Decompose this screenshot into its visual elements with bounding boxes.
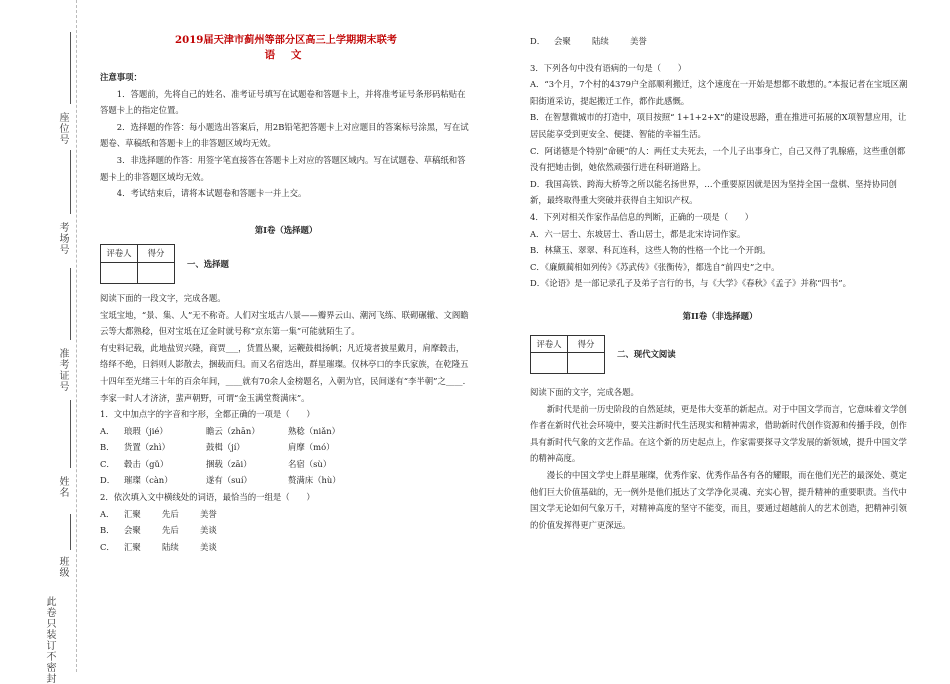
option-row [100, 423, 472, 440]
seat-number-label: 座位号 [57, 112, 68, 145]
grader-label: 评卷人 [531, 335, 568, 353]
option-row [100, 539, 472, 556]
instruction: 阅读下面的文字，完成各题。 [530, 387, 639, 398]
section-title: 二、现代文阅读 [617, 349, 676, 359]
binding-strip [0, 0, 78, 684]
part2-heading: 第II卷（非选择题） [682, 310, 758, 321]
option-row [100, 472, 472, 489]
admission-number-label: 准考证号 [57, 348, 68, 392]
class-line [70, 514, 71, 550]
notes-heading: 注意事项： [100, 72, 142, 82]
part1-score-area [100, 244, 472, 284]
option-term: 美誉 [630, 36, 647, 46]
part2-score-area [530, 335, 910, 375]
option-term: 陆续 [592, 36, 609, 46]
admission-number-line [70, 268, 71, 340]
option-text: D．《论语》是一部记录孔子及弟子言行的书，与《大学》《春秋》《孟子》并称“四书”。 [530, 278, 851, 289]
option-term: 美谈 [200, 541, 217, 552]
q1-options [100, 423, 472, 489]
score-box [100, 244, 175, 284]
option-letter: C． [100, 458, 115, 469]
option-text: A．六一居士、东坡居士、香山居士，都是北宋诗词作家。 [530, 228, 746, 239]
option-term: 汇聚 [124, 508, 141, 519]
option-term: 美誉 [200, 508, 217, 519]
option-term: 璀璨（càn） [124, 475, 173, 486]
name-line [70, 400, 71, 468]
grader-cell [101, 262, 138, 283]
q2-option-d [530, 33, 910, 50]
exam-title: 2019届天津市蓟州等部分区高三上学期期末联考 [175, 34, 397, 46]
option-term: 捆载（zāi） [206, 458, 252, 469]
score-cell [568, 353, 605, 374]
instruction: 阅读下面的一段文字，完成各题。 [100, 292, 226, 303]
passage-paragraph: 宝坻宝地，“景、集、人”无不称奇。人们对宝坻古八景——瓣界云山、潮河飞练、联砌碾辙、文阁瞻云等大都熟稔，但对宝坻在辽金时就号称“京东第一集”可能就陌生了。 [100, 309, 469, 337]
note-item: 2．选择题的作答：每小题选出答案后，用2B铅笔把答题卡上对应题目的答案标号涂黑，写在试题卷、草稿纸和答题卡上的非答题区域均无效。 [100, 121, 469, 149]
option-term: 鼓楫（jí） [206, 442, 245, 453]
option-row [100, 522, 472, 539]
option-term: 名宿（sù） [288, 458, 332, 469]
note-item: 1．答题前，先将自己的姓名、准考证号填写在试题卷和答题卡上，并将准考证号条形码粘贴在答题卡上的指定位置。 [100, 88, 466, 116]
score-cell [138, 262, 175, 283]
binding-dashed-line [76, 0, 77, 672]
q2-options [100, 506, 472, 556]
option-letter: B． [100, 525, 115, 536]
option-letter: A． [100, 425, 115, 436]
question-stem: 4．下列对相关作家作品信息的判断，正确的一项是（ ） [530, 211, 754, 222]
option-letter: B． [100, 442, 115, 453]
option-letter: A． [100, 508, 115, 519]
subject-title: 语 文 [264, 49, 308, 61]
class-label: 班级 [57, 556, 68, 578]
option-term: 会聚 [554, 36, 571, 46]
note-item: 3．非选择题的作答：用签字笔直接答在答题卡上对应的答题区域内。写在试题卷、草稿纸和答题卡上的非答题区域均无效。 [100, 154, 466, 182]
option-term: 肩摩（mó） [288, 442, 335, 453]
option-text: D．我国高铁、跨海大桥等之所以能名扬世界，…个重要原因就是因为坚持全国一盘棋、坚持协同创新，最终取得重大突破并获得自主知识产权。 [530, 178, 897, 206]
option-row [100, 439, 472, 456]
score-box [530, 335, 605, 375]
option-term: 瞻云（zhān） [206, 425, 260, 436]
name-label: 姓名 [57, 476, 68, 498]
option-text: B．林黛玉、翠翠、科瓦连科，这些人物的性格一个比一个开朗。 [530, 245, 771, 256]
passage-paragraph: 新时代是前一历史阶段的自然延续，更是伟大变革的新起点。对于中国文学而言，它意味着文学创作者在新时代社会环境中，要关注新时代生活现实和精神需求，借助新时代创作资源和传播手段，创作具有新时代气象的文艺作品。在这个新的历史起点上，作家需要探寻文学发展的新领域，提升中国文学的精神高度。 [530, 403, 907, 464]
grader-label: 评卷人 [101, 245, 138, 263]
seat-number-line [70, 32, 71, 104]
question-stem: 2．依次填入文中横线处的词语，最恰当的一组是（ ） [100, 492, 315, 503]
score-label: 得分 [568, 335, 605, 353]
left-column [100, 33, 472, 555]
note-item: 4．考试结束后，请将本试题卷和答题卡一并上交。 [116, 188, 307, 199]
seal-notice: 此卷只装订不密封 [44, 596, 55, 684]
option-term: 先后 [162, 508, 179, 519]
option-term: 琅瑕（jié） [124, 425, 168, 436]
grader-cell [531, 353, 568, 374]
option-term: 汇聚 [124, 541, 141, 552]
question-stem: 3．下列各句中没有语病的一句是（ ） [530, 62, 687, 73]
section-title: 一、选择题 [187, 258, 229, 269]
option-term: 遂有（suí） [206, 475, 252, 486]
passage-paragraph: 漫长的中国文学史上群星璀璨，优秀作家、优秀作品各有各的耀眼，而在他们光芒的最深处、奠定他们巨大价值基础的，无一例外是他们抵达了文学净化灵魂、充实心智，提升精神的重要职责。当代中国文学无论如何气象万千，对精神高度的坚守不能变，而且，要通过超越前人的艺术创造，把精神引领的价值发挥得更广更深远。 [530, 470, 907, 530]
option-text: C．阿诺德是个特别“命硬”的人：两任丈夫死去，一个儿子出事身亡，自己又得了乳腺癌，这些重创都没有把她击倒，她依然顽强行进在科研道路上。 [530, 145, 906, 173]
question-stem: 1．文中加点字的字音和字形，全都正确的一项是（ ） [100, 409, 315, 420]
option-letter: D． [100, 475, 116, 486]
option-term: 赘满床（hù） [288, 475, 341, 486]
passage-paragraph: 有史料记载，此地盐贸兴隆，商贾___，货置丛聚，运鞭鼓楫扬帆；凡近境者披星戴月，肩摩毂击，络绎不绝，日斜则人影散去，捆载而归。而又名宿迭出，群星璀璨。仅林亭口的李氏家族，在乾隆五十四年至光绪三十年的百余年间，____就有70余人金榜题名，入朝为官，民间遂有“李半朝”之____. 李家一时人才济济，蜚声朝野，可谓“金玉满堂赘满床”。 [100, 342, 469, 403]
score-label: 得分 [138, 245, 175, 263]
option-term: 美谈 [200, 525, 217, 536]
option-term: 毂击（gǔ） [124, 458, 169, 469]
part1-heading: 第Ⅰ卷（选择题） [254, 224, 318, 235]
exam-room-line [70, 150, 71, 214]
option-letter: C． [100, 541, 115, 552]
option-term: 会聚 [124, 525, 141, 536]
option-row [100, 506, 472, 523]
exam-room-label: 考场号 [57, 222, 68, 255]
option-text: B．在智慧微城市的打造中，项目按照“ 1+1+2+X”的建设思路，重在推进可拓展的X项智慧应用，让居民能享受到更安全、便捷、智能的幸福生活。 [530, 112, 907, 139]
option-letter: D． [530, 36, 546, 46]
option-text: A．“3个月，7个村的4379户全部顺利搬迁，这个速度在一开始是想都不敢想的。”本报记者在宝坻区潮阳街道采访，提起搬迁工作，都作此感慨。 [530, 79, 908, 106]
option-term: 熟稔（niǎn） [288, 425, 340, 436]
option-row [100, 456, 472, 473]
option-term: 先后 [162, 525, 179, 536]
option-term: 货置（zhì） [124, 442, 170, 453]
option-text: C．《廉颇蔺相如列传》《苏武传》《张衡传》，都选自“前四史”之中。 [530, 261, 780, 272]
option-term: 陆续 [162, 541, 179, 552]
right-column [530, 33, 910, 533]
